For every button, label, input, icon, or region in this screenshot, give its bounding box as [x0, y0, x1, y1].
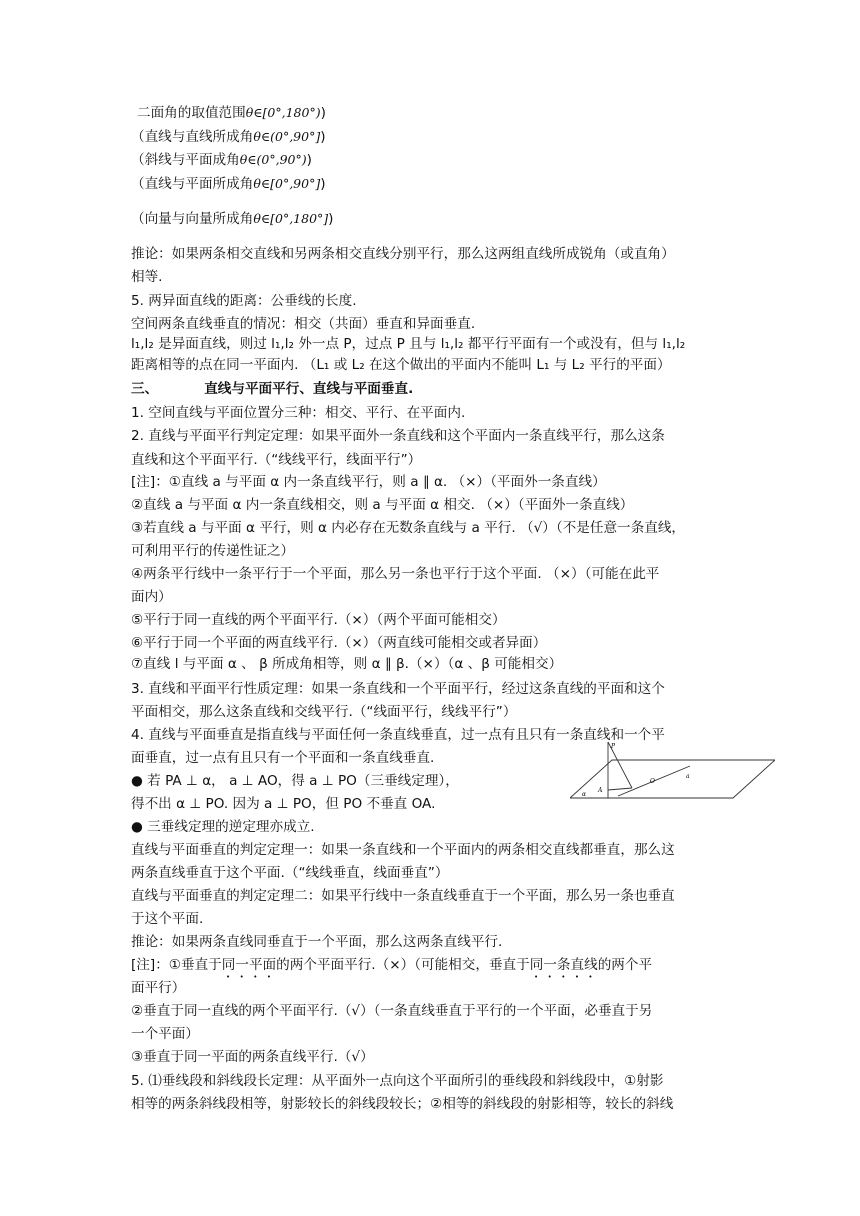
- note-6: ⑥平行于同一个平面的两直线平行.（×）（两直线可能相交或者异面）: [131, 635, 547, 651]
- note-4: ④两条平行线中一条平行于一个平面，那么另一条也平行于这个平面. （×）（可能在此平: [131, 566, 660, 582]
- three-perpendiculars: ● 若 PA ⊥ α， a ⊥ AO，得 a ⊥ PO（三垂线定理），: [131, 773, 459, 789]
- line-AO: [608, 788, 632, 790]
- criterion-1: 直线与平面垂直的判定定理一：如果一条直线和一个平面内的两条相交直线都垂直，那么这: [131, 842, 675, 858]
- vector-angle-range: [131, 210, 333, 228]
- label-O: O: [650, 778, 655, 785]
- angle-label: （斜线与平面成角: [131, 152, 240, 168]
- paren: ): [320, 129, 326, 145]
- paren: ): [306, 152, 312, 168]
- oblique-plane-angle-range: [131, 151, 312, 169]
- criterion-1-cont: 两条直线垂直于这个平面.（“线线垂直，线面垂直”）: [131, 865, 449, 881]
- section-3-heading: [131, 380, 413, 398]
- note-3-cont: 可利用平行的传递性证之）: [131, 543, 295, 559]
- emphasis-text: 同一条直线: [529, 957, 598, 973]
- paren: ): [328, 211, 334, 227]
- paren: ): [320, 176, 326, 192]
- dihedral-angle-range: [137, 104, 326, 122]
- skew-lines-text: l₁,l₂ 是异面直线，则过 l₁,l₂ 外一点 P，过点 P 且与 l₁,l₂ 都平行平面有一个或没有，但与 l₁,l₂: [131, 336, 686, 352]
- item-4-cont: 面垂直，过一点有且只有一个平面和一条直线垂直.: [131, 750, 435, 766]
- label-P: P: [611, 743, 616, 750]
- line-line-angle-range: [131, 128, 326, 146]
- angle-label: （向量与向量所成角: [131, 211, 254, 227]
- item-1: 1. 空间直线与平面位置分三种：相交、平行、在平面内.: [131, 405, 466, 421]
- angle-range: θ∈[0°,180°]: [253, 211, 329, 226]
- label-alpha: α: [582, 791, 587, 798]
- text: [注]：①垂直于: [131, 957, 222, 973]
- note-2: ②直线 a 与平面 α 内一条直线相交，则 a 与平面 α 相交. （×）（平面外一条直线）: [131, 497, 634, 513]
- item-2-cont: 直线和这个平面平行.（“线线平行，线面平行”）: [131, 452, 422, 468]
- corollary-text: 推论：如果两条相交直线和另两条相交直线分别平行，那么这两组直线所成锐角（或直角）: [131, 246, 675, 262]
- angle-label: （直线与直线所成角: [131, 129, 254, 145]
- angle-range: θ∈[0°,90°]: [253, 176, 321, 191]
- text: 的两个平: [597, 957, 653, 973]
- converse-theorem: ● 三垂线定理的逆定理亦成立.: [131, 819, 315, 835]
- angle-label: （直线与平面所成角: [131, 176, 254, 192]
- note-perp-2-cont: 一个平面）: [131, 1026, 199, 1042]
- item-5-distance: 5. 两异面直线的距离：公垂线的长度.: [131, 293, 357, 309]
- note-1: [注]：①直线 a 与平面 α 内一条直线平行，则 a ∥ α. （×）（平面外一条直线）: [131, 474, 606, 490]
- item-3-cont: 平面相交，那么这条直线和交线平行.（“线面平行，线线平行”）: [131, 704, 517, 720]
- item-5-segments-cont: 相等的两条斜线段相等，射影较长的斜线段较长；②相等的斜线段的射影相等，较长的斜线: [131, 1096, 674, 1112]
- angle-range: θ∈(0°,90°): [239, 152, 307, 167]
- note-perp-1: [131, 956, 652, 981]
- angle-range: θ∈[0°,180°): [245, 105, 321, 120]
- three-perpendiculars-note: 得不出 α ⊥ PO. 因为 a ⊥ PO，但 PO 不垂直 OA.: [131, 796, 436, 812]
- angle-range: θ∈(0°,90°]: [253, 129, 321, 144]
- note-perp-3: ③垂直于同一平面的两条直线平行.（√）: [131, 1049, 374, 1065]
- section-number: 三、: [131, 381, 159, 397]
- skew-lines-text-cont: 距离相等的点在同一平面内. （L₁ 或 L₂ 在这个做出的平面内不能叫 L₁ 与 L₂ 平行的平面）: [131, 357, 671, 373]
- angle-label: 二面角的取值范围: [137, 105, 246, 121]
- item-4: 4. 直线与平面垂直是指直线与平面任何一条直线垂直，过一点有且只有一条直线和一个平: [131, 727, 665, 743]
- note-3: ③若直线 a 与平面 α 平行，则 α 内必存在无数条直线与 a 平行. （√）（不是任意一条直线，: [131, 520, 686, 536]
- corollary-2: 推论：如果两条直线同垂直于一个平面，那么这两条直线平行.: [131, 934, 503, 950]
- three-perpendiculars-diagram: [570, 740, 775, 805]
- note-perp-1-cont: 面平行）: [131, 980, 186, 996]
- item-3: 3. 直线和平面平行性质定理：如果一条直线和一个平面平行，经过这条直线的平面和这个: [131, 681, 665, 697]
- line-plane-angle-range: [131, 175, 326, 193]
- paren: ): [320, 105, 326, 121]
- note-7: ⑦直线 l 与平面 α 、 β 所成角相等，则 α ∥ β.（×）（α 、β 可能相交）: [131, 656, 563, 672]
- section-title: 直线与平面平行、直线与平面垂直.: [204, 381, 414, 397]
- item-5-segments: 5. ⑴垂线段和斜线段长定理：从平面外一点向这个平面所引的垂线段和斜线段中，①射影: [131, 1073, 664, 1089]
- criterion-2-cont: 于这个平面.: [131, 911, 204, 927]
- corollary-text-cont: 相等.: [131, 269, 163, 285]
- label-a: a: [686, 773, 690, 780]
- text: 的两个平面平行.（×）（可能相交，垂直于: [276, 957, 530, 973]
- emphasis-text: 同一平面: [221, 957, 277, 973]
- item-2: 2. 直线与平面平行判定定理：如果平面外一条直线和这个平面内一条直线平行，那么这条: [131, 428, 665, 444]
- label-A: A: [598, 787, 603, 794]
- note-5: ⑤平行于同一直线的两个平面平行.（×）（两个平面可能相交）: [131, 612, 506, 628]
- criterion-2: 直线与平面垂直的判定定理二：如果平行线中一条直线垂直于一个平面，那么另一条也垂直: [131, 888, 675, 904]
- note-perp-2: ②垂直于同一直线的两个平面平行.（√）（一条直线垂直于平行的一个平面，必垂直于另: [131, 1003, 653, 1019]
- note-4-cont: 面内）: [131, 589, 172, 605]
- perpendicular-cases: 空间两条直线垂直的情况：相交（共面）垂直和异面垂直.: [131, 316, 476, 332]
